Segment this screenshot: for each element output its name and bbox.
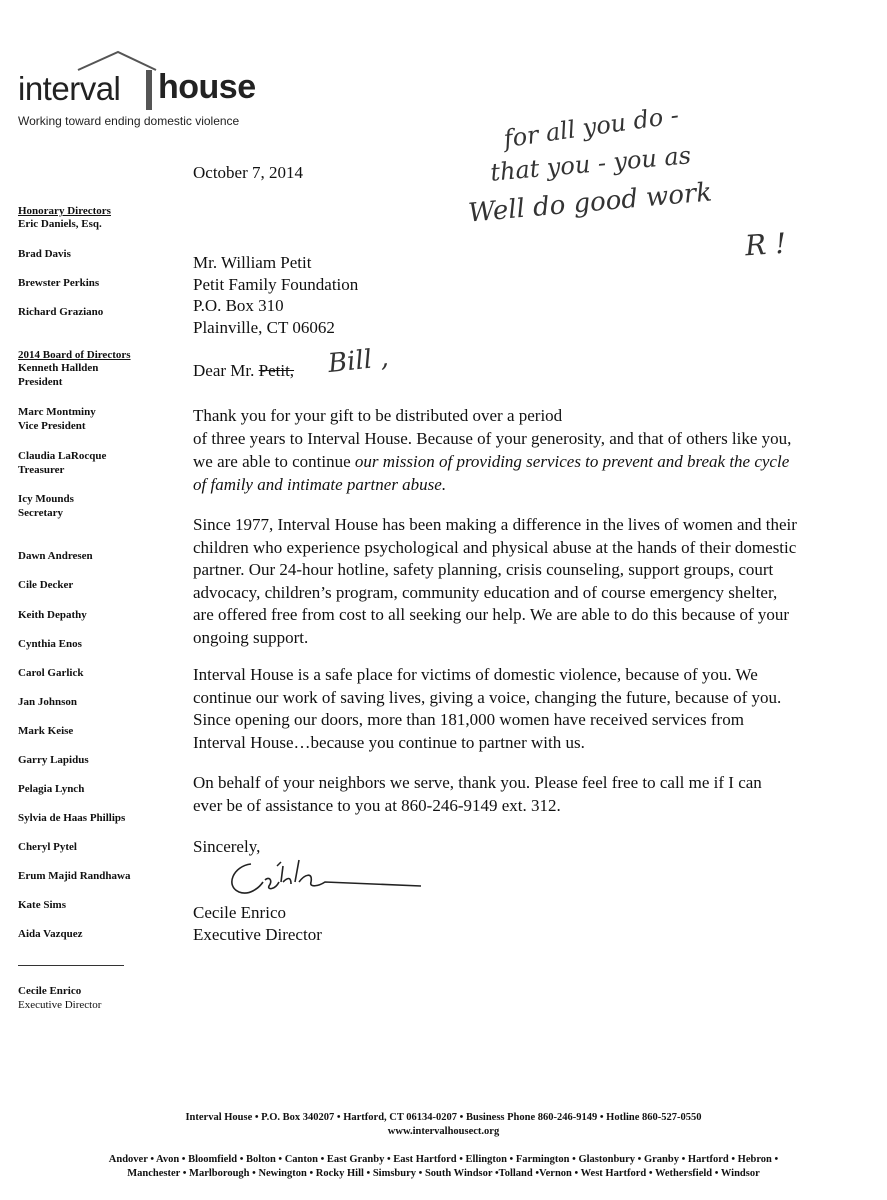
footer-towns: Manchester • Marlborough • Newington • Rocky Hill • Simsbury • South Windsor •Tolland •Vernon • West Hartford • Wethersfield • Windsor [127,1168,760,1179]
address-line: Plainville, CT 06062 [193,317,335,337]
letter-date: October 7, 2014 [193,163,304,182]
officer-name: Marc Montminy [18,406,96,418]
signer-name: Cecile Enrico [193,903,286,922]
honorary-directors-heading: Honorary Directors [18,205,111,217]
logo-word-interval: interval [18,70,121,107]
sidebar-divider [18,965,124,966]
signer-title: Executive Director [193,925,322,944]
salutation: Dear Mr. Petit, [193,361,295,380]
board-member: Cheryl Pytel [18,841,77,853]
handwritten-note-line: that you - you as [489,141,693,187]
board-directors-heading: 2014 Board of Directors [18,349,131,361]
officer-name: Kenneth Hallden [18,362,99,374]
handwritten-salutation: Bill , [326,342,390,380]
signature-image [221,852,426,900]
logo-tagline: Working toward ending domestic violence [18,114,240,128]
footer [0,1111,887,1181]
footer-contact: Interval House • P.O. Box 340207 • Hartford, CT 06134-0207 • Business Phone 860-246-9149 • Hotline 860-527-0550 [185,1112,702,1123]
handwritten-note-line: Well do good work [467,177,714,229]
recipient-address [193,252,358,338]
officer-role: Secretary [18,507,63,519]
board-member: Pelagia Lynch [18,783,85,795]
address-line: Mr. William Petit [193,253,312,272]
board-member: Jan Johnson [18,696,78,708]
sidebar-director-name: Cecile Enrico [18,985,82,997]
board-member: Dawn Andresen [18,550,93,562]
director-name: Brewster Perkins [18,277,100,289]
footer-website: www.intervalhousect.org [387,1126,500,1137]
handwritten-note-line: R ! [743,226,788,263]
signature-block [193,902,322,946]
officer-role: Vice President [18,420,86,432]
footer-towns: Andover • Avon • Bloomfield • Bolton • Canton • East Granby • East Hartford • Ellington • Farmington • Glastonbury • Granby • Hartford • Hebron • [108,1154,779,1165]
board-member: Erum Majid Randhawa [18,870,131,882]
officer-role: President [18,376,63,388]
director-name: Brad Davis [18,248,71,260]
salutation-name-struck: Petit, [258,361,295,380]
paragraph-3: Interval House is a safe place for victims of domestic violence, because of you. We continue our work of saving lives, giving a voice, changing the future, because of you. Since opening our doors, more than 181,000 women have received services from Interval House…because you continue to partner with us. [193,665,782,752]
officer-name: Claudia LaRocque [18,450,107,462]
board-member: Mark Keise [18,725,74,737]
board-member: Aida Vazquez [18,928,83,940]
officer-name: Icy Mounds [18,493,74,505]
closing: Sincerely, [193,837,261,856]
officer-role: Treasurer [18,464,65,476]
board-member: Carol Garlick [18,667,84,679]
board-member: Kate Sims [18,899,66,911]
board-member: Sylvia de Haas Phillips [18,812,126,824]
paragraph-2: Since 1977, Interval House has been making a difference in the lives of women and their children who experience psychological and physical abuse at the hands of their domestic partner. Our 24-hour hotline, safety planning, crisis counseling, support groups, court advocacy, children’s program, community education and of course emergency shelter, are offered free from cost to all seeking our help. We are able to do this because of your ongoing support. [193,515,797,647]
handwritten-note-line: for all you do - [501,100,681,154]
paragraph-4: On behalf of your neighbors we serve, thank you. Please feel free to call me if I can ever be of assistance to you at 860-246-9149 ext. 312. [193,773,762,815]
board-member: Cynthia Enos [18,638,82,650]
sidebar-director-title: Executive Director [18,999,102,1011]
logo [18,48,318,138]
paragraph-1: Thank you for your gift to be distributed over a period of three years to Interval House. Because of your generosity, and that of others like you, we are able to continue our mission of providing services to prevent and break the cycle of family and intimate partner abuse. [193,406,792,494]
director-name: Eric Daniels, Esq. [18,218,102,230]
board-member: Cile Decker [18,579,74,591]
board-member: Garry Lapidus [18,754,89,766]
board-member: Keith Depathy [18,609,87,621]
address-line: P.O. Box 310 [193,296,284,315]
address-line: Petit Family Foundation [193,274,359,294]
logo-word-house: house [158,68,256,106]
director-name: Richard Graziano [18,306,104,318]
